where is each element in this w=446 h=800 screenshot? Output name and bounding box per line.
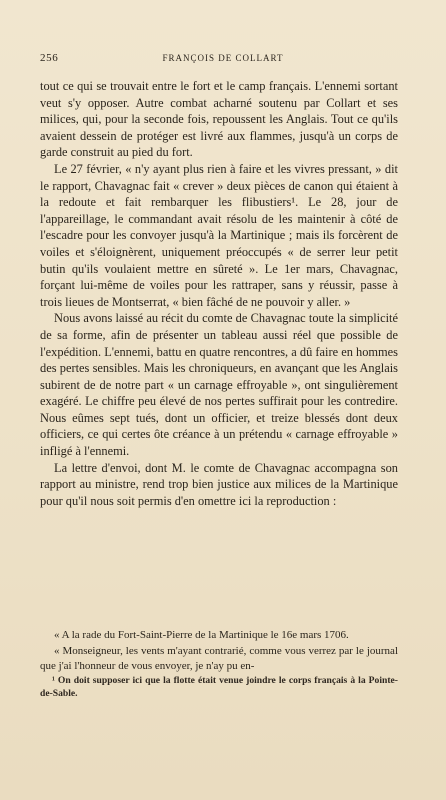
footnote (40, 675, 398, 701)
letter-excerpt (40, 628, 398, 675)
page-number: 256 (40, 52, 59, 64)
paragraph-1: tout ce qui se trouvait entre le fort et le camp français. L'ennemi sortant veut s'y opposer. Autre combat acharné soutenu par Collart et ses milices, qui, pour la seconde fois, repoussent les Anglais. Tout ce qu'ils avaient dessein de protéger est livré aux flammes, jusqu'à un corps de garde construit au pied du fort. (40, 79, 398, 160)
page-header (40, 52, 406, 66)
letter-opening: « Monseigneur, les vents m'ayant contrarié, comme vous verrez par le journal que j'ai l'honneur de vous envoyer, je n'ay pu en- (40, 644, 398, 673)
paragraph-3: Nous avons laissé au récit du comte de Chavagnac toute la simplicité de sa forme, afin de présenter un tableau aussi réel que possible de l'expédition. L'ennemi, battu en quatre rencontres, a dû faire en hommes des pertes sensibles. Mais les chroniqueurs, en avançant que les Anglais subirent de de notre part « un carnage effroyable », ont singulièrement exagéré. Le chiffre peu élevé de nos pertes suffirait pour les contredire. Nous eûmes sept tués, dont un officier, et treize blessés dont deux officiers, ce qui certes ôte créance à un prétendu « carnage effroyable » infligé à l'ennemi. (40, 311, 398, 459)
main-text (40, 78, 398, 509)
running-head: FRANÇOIS DE COLLART (162, 53, 284, 63)
letter-dateline: « A la rade du Fort-Saint-Pierre de la Martinique le 16e mars 1706. (54, 629, 349, 641)
paragraph-2: Le 27 février, « n'y ayant plus rien à faire et les vivres pressant, » dit le rapport, Chavagnac fait « crever » deux pièces de canon qui étaient à la redoute et fait rembarquer les flibustiers¹. Le 28, jour de l'appareillage, le commandant avait résolu de les maintenir à côté de l'escadre pour les convoyer jusqu'à la Martinique ; mais ils forcèrent de voiles et s'éloignèrent, uniquement préoccupés « de serrer leur petit butin qu'ils voulaient mettre en sûreté ». Le 1er mars, Chavagnac, forçant lui-même de voiles pour les rattraper, sans y réussir, passe à trois lieues de Montserrat, « bien fâché de ne pouvoir y aller. » (40, 161, 398, 309)
paragraph-4: La lettre d'envoi, dont M. le comte de Chavagnac accompagna son rapport au ministre, rend trop bien justice aux milices de la Martinique pour qu'il nous soit permis d'en omettre ici la reproduction : (40, 460, 398, 508)
footnote-1: ¹ On doit supposer ici que la flotte était venue joindre le corps français à la Pointe-de-Sable. (40, 675, 398, 699)
